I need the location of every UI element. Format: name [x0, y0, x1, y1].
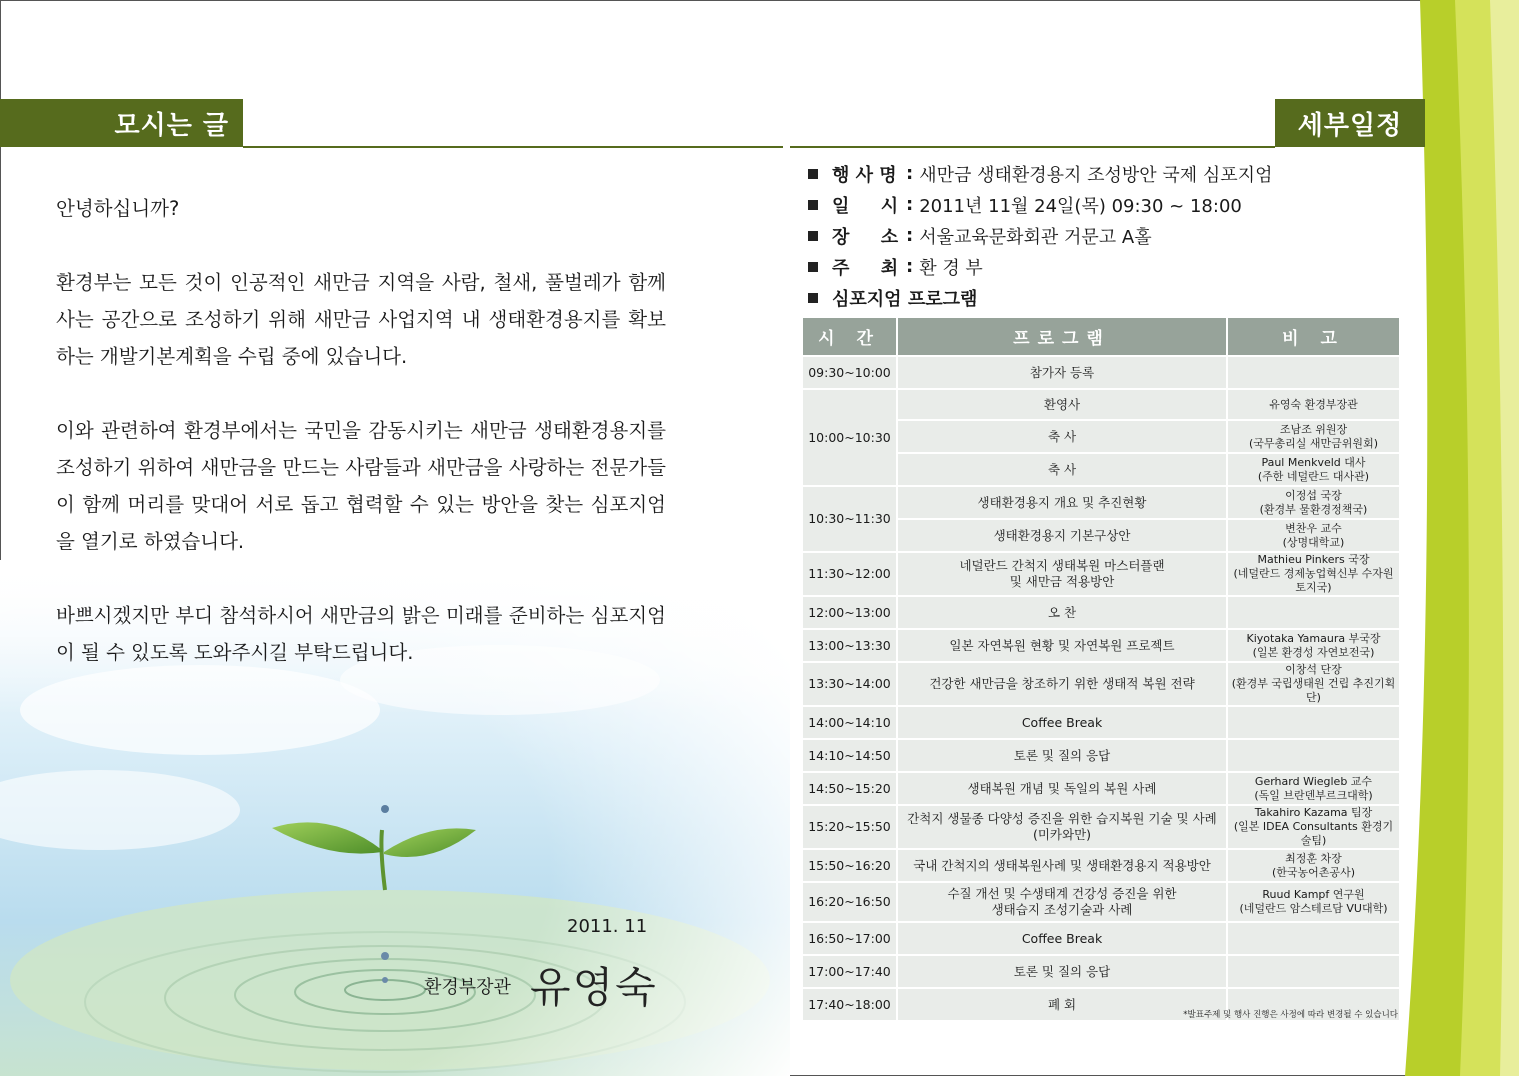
schedule-row: [802, 922, 1400, 955]
column-header-note: 비 고: [1227, 317, 1400, 356]
square-bullet-icon: [808, 231, 818, 241]
invitation-header-text: 모시는 글: [114, 110, 229, 141]
schedule-note: Gerhard Wiegleb 교수 (독일 브란덴부르크대학): [1227, 772, 1400, 805]
schedule-header-row: [802, 317, 1400, 356]
schedule-row: [802, 662, 1400, 706]
schedule-program: 축 사: [897, 453, 1227, 486]
schedule-note: 이창석 단장 (환경부 국립생태원 건립 추진기획단): [1227, 662, 1400, 706]
schedule-row: [802, 805, 1400, 849]
schedule-time: 13:00~13:30: [802, 629, 897, 662]
schedule-program: 생태환경용지 기본구상안: [897, 519, 1227, 552]
schedule-time: 17:00~17:40: [802, 955, 897, 988]
info-value: 서울교육문화회관 거문고 A홀: [919, 226, 1152, 248]
schedule-header-text: 세부일정: [1297, 110, 1403, 141]
schedule-time: 11:30~12:00: [802, 552, 897, 596]
schedule-note: Paul Menkveld 대사 (주한 네덜란드 대사관): [1227, 453, 1400, 486]
schedule-row: [802, 356, 1400, 389]
program-heading-row: [808, 282, 1388, 313]
signer-title: 환경부장관: [424, 977, 511, 998]
schedule-program: 환영사: [897, 389, 1227, 420]
schedule-note: [1227, 922, 1400, 955]
schedule-time: 09:30~10:00: [802, 356, 897, 389]
schedule-program: 오 찬: [897, 596, 1227, 629]
schedule-table: [801, 316, 1401, 1022]
column-header-program: 프로그램: [897, 317, 1227, 356]
schedule-program: 토론 및 질의 응답: [897, 739, 1227, 772]
schedule-program: 축 사: [897, 420, 1227, 453]
schedule-time: 13:30~14:00: [802, 662, 897, 706]
square-bullet-icon: [808, 200, 818, 210]
info-value: 새만금 생태환경용지 조성방안 국제 심포지엄: [919, 164, 1273, 186]
schedule-note: Takahiro Kazama 팀장 (일본 IDEA Consultants 환경기술팀): [1227, 805, 1400, 849]
info-value: 2011년 11월 24일(목) 09:30 ~ 18:00: [919, 195, 1242, 217]
info-label: 주 최: [832, 257, 899, 279]
letter-paragraph: 이와 관련하여 환경부에서는 국민을 감동시키는 새만금 생태환경용지를 조성하기 위하여 새만금을 만드는 사람들과 새만금을 사랑하는 전문가들이 함께 머리를 맞대어 서로 돕고 협력할 수 있는 방안을 찾는 심포지엄을 열기로 하였습니다.: [56, 419, 666, 553]
schedule-row: [802, 849, 1400, 882]
event-date-row: 일 시 : 2011년 11월 24일(목) 09:30 ~ 18:00: [808, 189, 1388, 220]
column-header-time: 시 간: [802, 317, 897, 356]
schedule-note: 유영숙 환경부장관: [1227, 389, 1400, 420]
schedule-row: [802, 552, 1400, 596]
letter-date: 2011. 11: [567, 916, 648, 937]
schedule-time: 12:00~13:00: [802, 596, 897, 629]
schedule-time: 14:10~14:50: [802, 739, 897, 772]
schedule-note: Kiyotaka Yamaura 부국장 (일본 환경성 자연보전국): [1227, 629, 1400, 662]
schedule-note: Mathieu Pinkers 국장 (네덜란드 경제농업혁신부 수자원토지국): [1227, 552, 1400, 596]
letter-paragraph: 환경부는 모든 것이 인공적인 새만금 지역을 사람, 철새, 풀벌레가 함께 사는 공간으로 조성하기 위해 새만금 사업지역 내 생태환경용지를 확보하는 개발기본계획을 수립 중에 있습니다.: [56, 271, 666, 368]
schedule-time: 10:30~11:30: [802, 486, 897, 552]
event-venue-row: 장 소 : 서울교육문화회관 거문고 A홀: [808, 220, 1388, 251]
schedule-program: Coffee Break: [897, 922, 1227, 955]
schedule-program: Coffee Break: [897, 706, 1227, 739]
schedule-program: 건강한 새만금을 창조하기 위한 생태적 복원 전략: [897, 662, 1227, 706]
schedule-row: [802, 882, 1400, 922]
schedule-note: [1227, 739, 1400, 772]
schedule-time: 16:50~17:00: [802, 922, 897, 955]
schedule-row: [802, 772, 1400, 805]
schedule-time: 15:20~15:50: [802, 805, 897, 849]
invitation-header: [0, 99, 243, 147]
schedule-program: 간척지 생물종 다양성 증진을 위한 습지복원 기술 및 사례 (미카와만): [897, 805, 1227, 849]
schedule-time: 15:50~16:20: [802, 849, 897, 882]
schedule-note: 변찬우 교수 (상명대학교): [1227, 519, 1400, 552]
schedule-program: 수질 개선 및 수생태계 건강성 증진을 위한 생태습지 조성기술과 사례: [897, 882, 1227, 922]
event-name-row: 행 사 명 : 새만금 생태환경용지 조성방안 국제 심포지엄: [808, 158, 1388, 189]
event-host-row: 주 최 : 환 경 부: [808, 251, 1388, 282]
schedule-row: [802, 739, 1400, 772]
schedule-program: 일본 자연복원 현황 및 자연복원 프로젝트: [897, 629, 1227, 662]
header-rule-left: [243, 146, 783, 148]
schedule-program: 생태복원 개념 및 독일의 복원 사례: [897, 772, 1227, 805]
square-bullet-icon: [808, 169, 818, 179]
letter-greeting: 안녕하십니까?: [56, 197, 180, 220]
schedule-program: 네덜란드 간척지 생태복원 마스터플랜 및 새만금 적용방안: [897, 552, 1227, 596]
schedule-program: 국내 간척지의 생태복원사례 및 생태환경용지 적용방안: [897, 849, 1227, 882]
schedule-header: [1275, 99, 1425, 147]
schedule-time: 17:40~18:00: [802, 988, 897, 1021]
schedule-program: 참가자 등록: [897, 356, 1227, 389]
event-info: [808, 158, 1388, 313]
schedule-footnote: *발표주제 및 행사 진행은 사정에 따라 변경될 수 있습니다: [1183, 1010, 1398, 1020]
schedule-row: [802, 596, 1400, 629]
schedule-note: 조남조 위원장 (국무총리실 새만금위원회): [1227, 420, 1400, 453]
schedule-note: [1227, 356, 1400, 389]
header-rule-right: [790, 146, 1275, 148]
square-bullet-icon: [808, 293, 818, 303]
schedule-note: Ruud Kampf 연구원 (네덜란드 암스테르담 VU대학): [1227, 882, 1400, 922]
schedule-note: 이정섭 국장 (환경부 물환경정책국): [1227, 486, 1400, 519]
info-value: 환 경 부: [919, 257, 983, 279]
schedule-row: [802, 486, 1400, 519]
schedule-program: 생태환경용지 개요 및 추진현황: [897, 486, 1227, 519]
schedule-note: 최정훈 차장 (한국농어촌공사): [1227, 849, 1400, 882]
letter-paragraph: 바쁘시겠지만 부디 참석하시어 새만금의 밝은 미래를 준비하는 심포지엄이 될 수 있도록 도와주시길 부탁드립니다.: [56, 604, 666, 664]
schedule-time: 14:50~15:20: [802, 772, 897, 805]
schedule-row: [802, 955, 1400, 988]
info-label: 일 시: [832, 195, 899, 217]
square-bullet-icon: [808, 262, 818, 272]
schedule-program: 토론 및 질의 응답: [897, 955, 1227, 988]
invitation-letter: [56, 190, 666, 708]
schedule-time: 14:00~14:10: [802, 706, 897, 739]
schedule-time: 10:00~10:30: [802, 389, 897, 486]
schedule-row: [802, 629, 1400, 662]
schedule-program: 폐 회: [897, 988, 1227, 1021]
schedule-note: [1227, 596, 1400, 629]
program-heading: 심포지엄 프로그램: [832, 288, 978, 310]
schedule-row: [802, 389, 1400, 420]
info-label: 행 사 명: [832, 164, 897, 186]
decorative-green-swoosh: [1400, 0, 1519, 1076]
schedule-row: [802, 706, 1400, 739]
schedule-time: 16:20~16:50: [802, 882, 897, 922]
info-label: 장 소: [832, 226, 899, 248]
signer-name: 유영숙: [530, 963, 658, 1012]
schedule-note: [1227, 706, 1400, 739]
schedule-note: [1227, 955, 1400, 988]
